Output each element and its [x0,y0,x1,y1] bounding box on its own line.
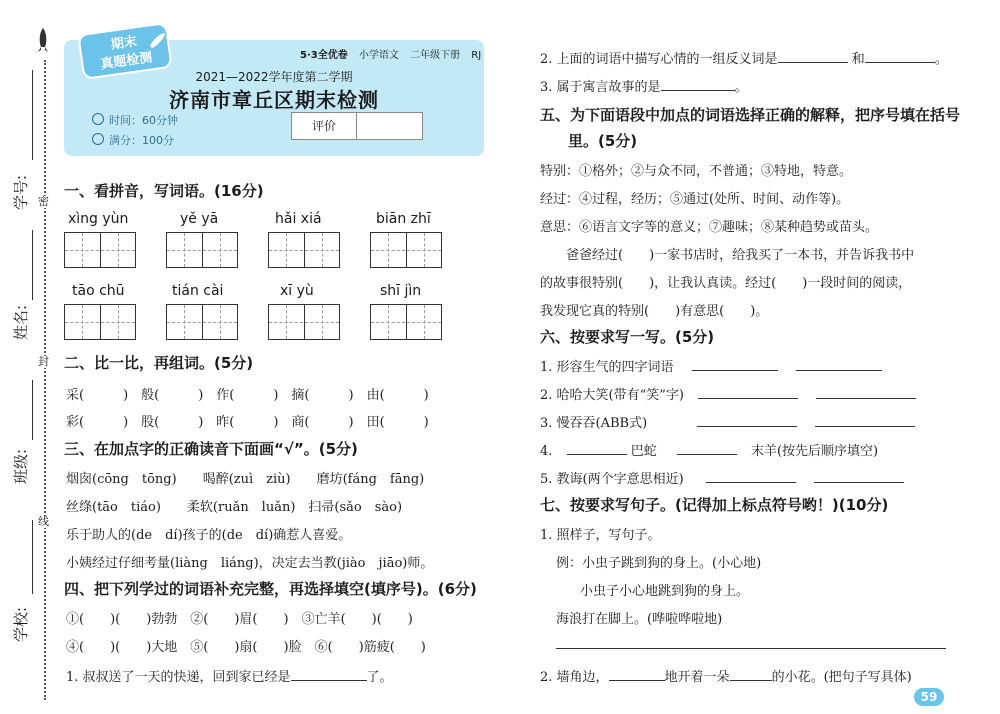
answer-blank[interactable] [815,414,915,427]
fill-question [540,440,878,459]
time-text: 时间：60分钟 [109,114,178,127]
badge-line1: 期末 [110,34,138,53]
compare-row: 采( ) 般( ) 作( ) 摘( ) 由( ) [66,388,429,403]
section-2-title: 二、比一比，再组词。(5分) [64,354,254,372]
passage-line: 我发现它真的特别( )有意思( )。 [540,304,769,319]
definition: 特别：①格外；②与众不同，不普通；③特地，特意。 [540,164,853,179]
grade: 二年级下册 [410,50,461,61]
full-score [92,132,174,148]
question-text: 地开着一朵 [664,670,730,685]
task-text: 海浪打在脚上。(哗啦哗啦地) [556,612,723,627]
writing-grid[interactable] [166,232,238,268]
pinyin: biān zhī [376,211,431,227]
answer-blank[interactable] [692,358,778,371]
fill-question [66,666,393,685]
fill-question: 3. 属于寓言故事的是 。 [540,80,748,95]
example-text: 例：小虫子跳到狗的身上。(小心地) [556,556,762,571]
answer-blank[interactable] [814,470,904,483]
edition: RJ [471,50,482,61]
answer-line[interactable] [556,648,946,649]
answer-blank[interactable] [816,386,916,399]
question-text: 1. 叔叔送了一天的快递，回到家已经是 [66,670,291,685]
book-info [300,46,489,61]
writing-grid[interactable] [268,232,340,268]
pinyin: hǎi xiá [275,211,322,227]
writing-grid[interactable] [64,232,136,268]
answer-blank[interactable] [778,50,848,63]
section-5-title-cont: 里。(5分) [568,132,638,150]
name-field[interactable] [4,230,34,370]
answer-blank[interactable] [697,414,797,427]
pinyin: tián cài [172,283,224,299]
writing-grid[interactable] [166,304,238,340]
question-text: 1. 照样子，写句子。 [540,528,661,543]
definition: 意思：⑥语言文字等的意义；⑦趣味；⑧某种趋势或苗头。 [540,220,879,235]
pinyin: shī jìn [380,283,422,299]
question-text: 1. 形容生气的四字词语 [540,360,674,375]
fill-question: 2. 上面的词语中描写心情的一组反义词是 和 。 [540,52,948,67]
fill-question [540,468,904,487]
pinyin: yě yā [180,211,219,227]
question-text: 巴蛇 [630,444,657,459]
idiom-row: ①( )( )勃勃 ②( )眉( ) ③亡羊( )( ) [66,612,413,627]
answer-blank[interactable] [730,668,772,681]
pinyin: xī yù [280,283,314,299]
pronunciation-row: 小姨经过仔细考量(liàng liáng)，决定去当教(jiào jiāo)师。 [66,556,434,571]
question-text: 的小花。(把句子写具体) [771,670,912,685]
pronunciation-row: 烟囱(cōng tōng) 喝醉(zuì ziù) 磨坊(fáng fāng) [66,472,425,487]
answer-blank[interactable] [865,50,935,63]
section-6-title: 六、按要求写一写。(5分) [540,328,715,346]
pronunciation-row: 丝绦(tāo tiáo) 柔软(ruǎn luǎn) 扫帚(sǎo sào) [66,500,403,515]
pinyin: xìng yùn [68,211,129,227]
binding-strip [0,0,58,714]
question-text: 3. 属于寓言故事的是 [540,80,661,95]
answer-blank[interactable] [698,386,798,399]
idiom-row: ④( )( )大地 ⑤( )扇( )脸 ⑥( )筋疲( ) [66,640,426,655]
writing-grid[interactable] [64,304,136,340]
question-text: 4. [540,444,553,459]
passage-line: 爸爸经过( )一家书店时，给我买了一本书，并告诉我书中 [566,248,915,263]
seal-word: 线 [38,515,49,528]
section-4-title: 四、把下列学过的词语补充完整，再选择填空(填序号)。(6分) [64,580,477,598]
writing-grid[interactable] [370,232,442,268]
score-label: 评价 [292,113,357,139]
writing-grid[interactable] [268,304,340,340]
compare-row: 彩( ) 股( ) 昨( ) 商( ) 田( ) [66,415,429,430]
badge-line2: 真题检测 [99,50,154,73]
exam-time [92,112,178,128]
example-answer: 小虫子小心地跳到狗的身上。 [580,584,750,599]
answer-blank[interactable] [567,442,627,455]
page-number: 59 [914,688,944,706]
seal-word: 封 [38,355,49,368]
question-text: 3. 慢吞吞(ABB式) [540,416,648,431]
fill-question [540,384,916,403]
full-score-text: 满分：100分 [109,134,174,147]
writing-grid[interactable] [370,304,442,340]
class-field[interactable] [4,380,34,520]
book-name: 5·3全优卷 [300,50,348,61]
answer-blank[interactable] [677,442,737,455]
pronunciation-row: 乐于助人的(de dí)孩子的(de dí)确惹人喜爱。 [66,528,352,543]
section-3-title: 三、在加点字的正确读音下面画“√”。(5分) [64,440,358,458]
fill-question [540,412,915,431]
question-text: 了。 [366,670,393,685]
answer-blank[interactable] [291,668,367,681]
definition: 经过：④过程，经历；⑤通过(处所、时间、动作等)。 [540,192,850,207]
question-text: 2. 哈哈大笑(带有“笑”字) [540,388,684,403]
rocket-icon [140,28,170,58]
answer-blank[interactable] [706,470,796,483]
section-7-title: 七、按要求写句子。(记得加上标点符号哟！)(10分) [540,496,889,514]
cut-line [44,60,46,700]
pinyin: tāo chū [72,283,125,299]
answer-blank[interactable] [609,668,665,681]
score-box[interactable] [291,112,423,140]
seal-word: 密 [38,195,49,208]
answer-blank[interactable] [796,358,882,371]
name-label: 姓名: [12,304,30,340]
question-text: 5. 教诲(两个字意思相近) [540,472,684,487]
term-label: 2021—2022学年度第二学期 [195,70,353,84]
clock-icon [92,113,104,125]
school-field[interactable] [4,520,34,670]
passage-line: 的故事很特别( )，让我认真读。经过( )一段时间的阅读， [540,276,912,291]
school-label: 学校: [12,606,30,642]
page-title: 济南市章丘区期末检测 [169,88,379,112]
question-text: 末羊(按先后顺序填空) [750,444,879,459]
student-id-label: 学号: [12,174,30,210]
answer-blank[interactable] [661,78,735,91]
check-circle-icon [92,133,104,145]
fill-question [540,666,912,685]
question-text: 和 [851,52,865,67]
rocket-icon [36,28,50,54]
fill-question [540,356,882,375]
class-label: 班级: [12,448,30,484]
section-5-title: 五、为下面语段中加点的词语选择正确的解释，把序号填在括号 [540,106,961,124]
student-id-field[interactable] [4,70,34,210]
subject: 小学语文 [358,50,399,61]
question-text: 2. 墙角边， [540,670,609,685]
question-text: 2. 上面的词语中描写心情的一组反义词是 [540,52,778,67]
section-1-title: 一、看拼音，写词语。(16分) [64,182,264,200]
